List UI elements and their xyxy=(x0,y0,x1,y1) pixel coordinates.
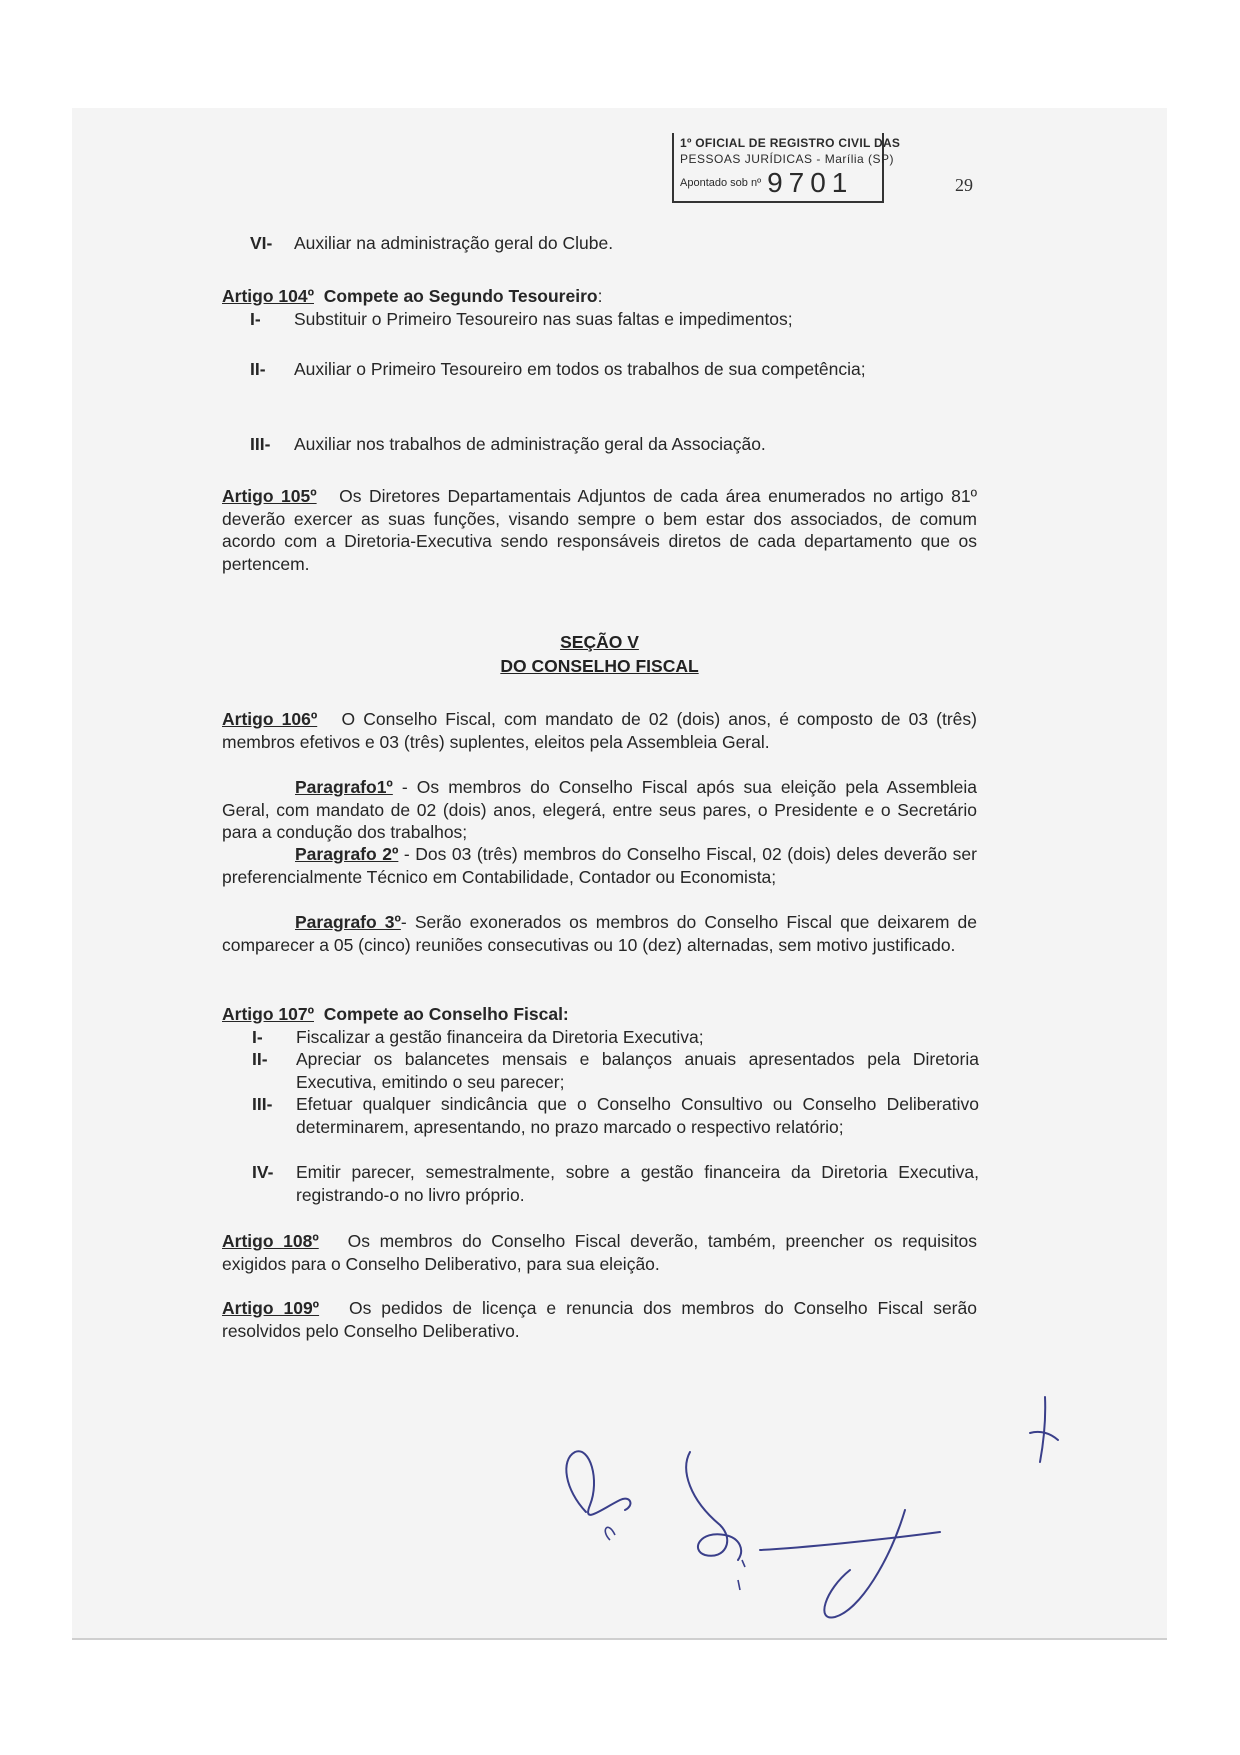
item-text: Auxiliar o Primeiro Tesoureiro em todos os trabalhos de sua competência; xyxy=(294,359,866,379)
paragraph-label: Paragrafo1º xyxy=(295,777,393,797)
item-numeral: III- xyxy=(252,1094,273,1114)
article-text: Os membros do Conselho Fiscal deverão, também, preencher os requisitos exigidos para o Conselho Deliberativo, para sua eleição. xyxy=(222,1231,977,1274)
section-heading-number: SEÇÃO V xyxy=(560,632,639,652)
page-number: 29 xyxy=(955,175,973,195)
item-text: Apreciar os balancetes mensais e balanços anuais apresentados pela Diretoria Executiva, emitindo o seu parecer; xyxy=(296,1049,979,1092)
item-text: Substituir o Primeiro Tesoureiro nas suas faltas e impedimentos; xyxy=(294,309,793,329)
stamp-number: 9701 xyxy=(767,167,854,198)
stamp-label: Apontado sob nº xyxy=(680,177,762,189)
item-text: Emitir parecer, semestralmente, sobre a gestão financeira da Diretoria Executiva, registrando-o no livro próprio. xyxy=(296,1162,979,1205)
paragraph-text: - Dos 03 (três) membros do Conselho Fiscal, 02 (dois) deles deverão ser preferencialmente Técnico em Contabilidade, Contador ou Economista; xyxy=(222,844,977,887)
article-label: Artigo 107º xyxy=(222,1004,314,1024)
item-text: Fiscalizar a gestão financeira da Diretoria Executiva; xyxy=(296,1027,704,1047)
article-label: Artigo 104º xyxy=(222,286,314,306)
item-numeral: VI- xyxy=(250,233,273,253)
paragraph-text: - Os membros do Conselho Fiscal após sua eleição pela Assembleia Geral, com mandato de 02 (dois) anos, elegerá, entre seus pares, o Presidente e o Secretário para a condução dos trabalhos; xyxy=(222,777,977,842)
article-label: Artigo 105º xyxy=(222,486,317,506)
article-title: Compete ao Conselho Fiscal: xyxy=(323,1004,569,1024)
item-numeral: I- xyxy=(250,309,261,329)
article-label: Artigo 109º xyxy=(222,1298,320,1318)
item-numeral: II- xyxy=(252,1049,268,1069)
paragraph-text: - Serão exonerados os membros do Conselho Fiscal que deixarem de comparecer a 05 (cinco) reuniões consecutivas ou 10 (dez) alternadas, sem motivo justificado. xyxy=(222,912,977,955)
article-text: O Conselho Fiscal, com mandato de 02 (dois) anos, é composto de 03 (três) membros efetivos e 03 (três) suplentes, eleitos pela Assembleia Geral. xyxy=(222,709,977,752)
article-title: Compete ao Segundo Tesoureiro xyxy=(323,286,598,306)
article-label: Artigo 106º xyxy=(222,709,318,729)
item-text: Efetuar qualquer sindicância que o Conselho Consultivo ou Conselho Deliberativo determinarem, apresentando, no prazo marcado o respectivo relatório; xyxy=(296,1094,979,1137)
section-heading-title: DO CONSELHO FISCAL xyxy=(500,656,699,676)
article-text: Os pedidos de licença e renuncia dos membros do Conselho Fiscal serão resolvidos pelo Conselho Deliberativo. xyxy=(222,1298,977,1341)
stamp-line-1: 1º OFICIAL DE REGISTRO CIVIL DAS xyxy=(680,136,901,150)
item-numeral: III- xyxy=(250,434,271,454)
item-numeral: IV- xyxy=(252,1162,274,1182)
article-title-colon: : xyxy=(597,286,603,306)
item-numeral: I- xyxy=(252,1027,263,1047)
paragraph-label: Paragrafo 2º xyxy=(295,844,399,864)
item-numeral: II- xyxy=(250,359,266,379)
item-text: Auxiliar nos trabalhos de administração geral da Associação. xyxy=(294,434,766,454)
article-label: Artigo 108º xyxy=(222,1231,319,1251)
paragraph-label: Paragrafo 3º xyxy=(295,912,401,932)
item-text: Auxiliar na administração geral do Clube. xyxy=(294,233,614,253)
article-text: Os Diretores Departamentais Adjuntos de cada área enumerados no artigo 81º deverão exercer as suas funções, visando sempre o bem estar dos associados, de comum acordo com a Diretoria-Executiva sendo responsáveis diretos de cada departamento que os pertencem. xyxy=(222,486,977,574)
stamp-line-2: PESSOAS JURÍDICAS - Marília (SP) xyxy=(680,152,895,166)
